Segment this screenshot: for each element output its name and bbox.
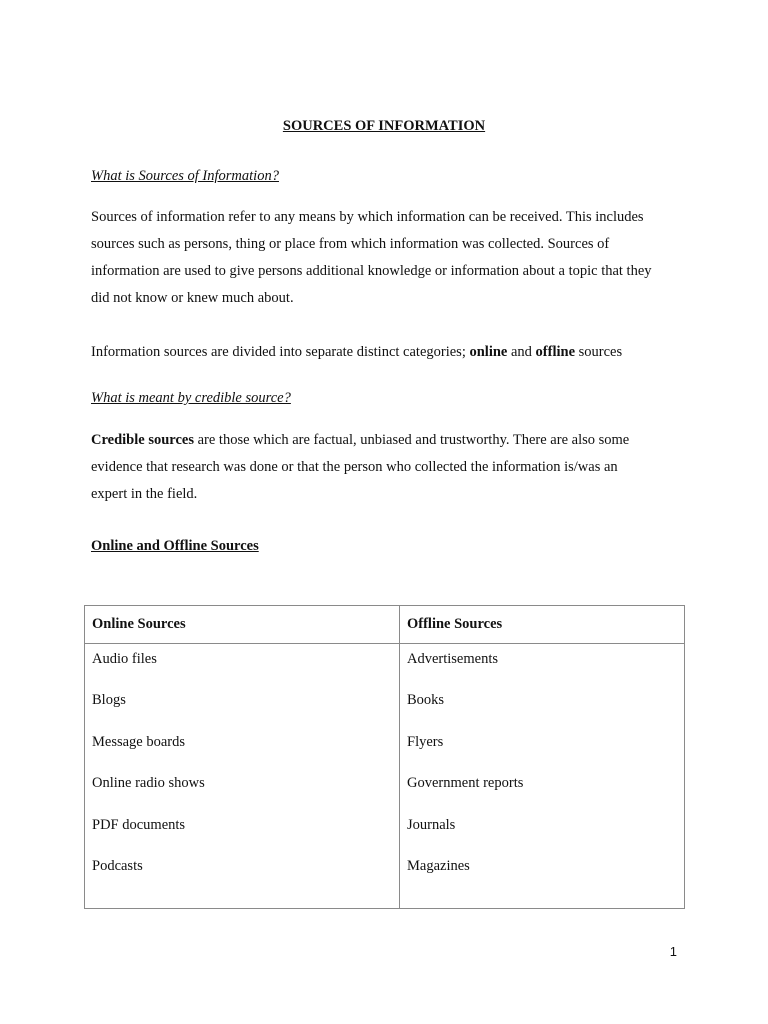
list-item: Advertisements <box>407 651 499 667</box>
document-title: SOURCES OF INFORMATION <box>282 118 486 134</box>
list-item: Podcasts <box>92 857 143 874</box>
list-item: Message boards <box>92 733 186 750</box>
list-item: Magazines <box>407 857 470 874</box>
list-item: Books <box>407 692 445 709</box>
paragraph-line <box>91 339 691 366</box>
header-online-sources: Online Sources <box>85 606 400 644</box>
list-item: Audio files <box>92 651 157 667</box>
paragraph-categories <box>91 339 691 366</box>
list-item: Blogs <box>92 692 126 709</box>
list-item: PDF documents <box>92 816 186 833</box>
list-item: Flyers <box>407 733 444 750</box>
paragraph-line: expert in the field. <box>91 486 198 502</box>
offline-sources-cell <box>400 644 685 909</box>
categories-prefix: Information sources are divided into separate distinct categories; <box>91 344 470 360</box>
section-heading-online-offline: Online and Offline Sources <box>91 538 259 554</box>
table-header-row <box>85 606 685 644</box>
question-heading-credible: What is meant by credible source? <box>91 390 291 406</box>
paragraph-line: evidence that research was done or that the person who collected the information is/was an <box>91 459 618 475</box>
categories-suffix: sources <box>575 344 623 360</box>
paragraph-line: Sources of information refer to any means by which information can be received. This includes <box>91 209 644 225</box>
question-heading-sources: What is Sources of Information? <box>91 168 279 184</box>
table-row <box>85 644 685 909</box>
credible-sources-term: Credible sources <box>91 432 194 448</box>
credible-line1-rest: are those which are factual, unbiased and trustworthy. There are also some <box>193 432 630 448</box>
paragraph-line: information are used to give persons additional knowledge or information about a topic that they <box>91 263 652 279</box>
online-term: online <box>469 344 508 360</box>
paragraph-line <box>91 427 691 454</box>
online-sources-cell <box>85 644 400 909</box>
page-number: 1 <box>669 944 677 959</box>
header-offline-sources: Offline Sources <box>400 606 685 644</box>
list-item: Journals <box>407 816 456 833</box>
list-item: Government reports <box>407 775 524 792</box>
paragraph-definition <box>91 204 691 312</box>
categories-and: and <box>507 344 536 360</box>
paragraph-line: sources such as persons, thing or place from which information was collected. Sources of <box>91 236 610 252</box>
sources-table <box>84 605 685 909</box>
paragraph-credible <box>91 427 691 508</box>
paragraph-line: did not know or knew much about. <box>91 290 294 306</box>
offline-term: offline <box>535 344 576 360</box>
list-item: Online radio shows <box>92 775 205 792</box>
